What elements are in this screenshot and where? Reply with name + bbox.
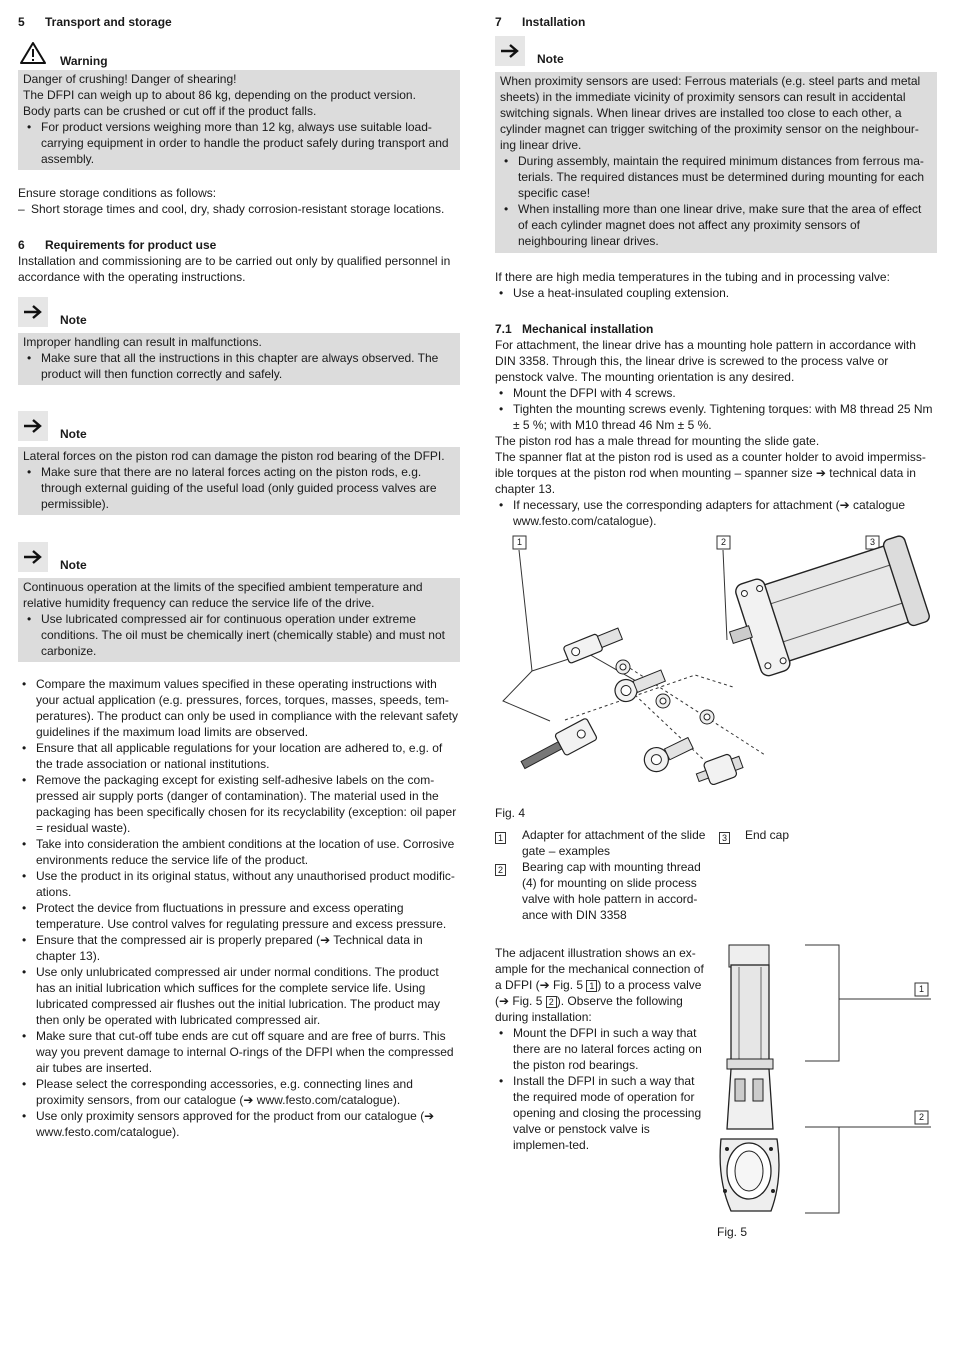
section-number: 7.1	[495, 322, 512, 336]
section-5-heading	[18, 14, 460, 30]
list-item: • Take into consideration the ambient conditions at the location of use. Corrosive environments reduce the service life of the product.	[18, 836, 460, 868]
note-label: Note	[537, 52, 564, 66]
callout-1: 1	[918, 984, 924, 994]
arrow-right-icon	[18, 297, 48, 327]
list-item: • Remove the packaging except for existing self-adhesive labels on the com-pressed air supply ports (danger of contamination). The material used in the packaging has been specifically chosen for its recyclability (exception: oil paper = residual waste).	[18, 772, 460, 836]
legend-item	[719, 827, 789, 845]
list-item: • Make sure that cut-off tube ends are cut off square and are free of burrs. This way you prevent damage to internal O-rings of the DFPI when the compressed air tubes are inserted.	[18, 1028, 460, 1076]
storage-intro: Ensure storage conditions as follows:	[18, 186, 217, 200]
list-item: • Compare the maximum values specified in these operating instructions with your actual application (e.g. pressures, forces, torques, masses, speeds, tem-peratures). The product can only be used in compliance with the relevant safety guidelines if the maximum load limits are observed.	[18, 676, 460, 740]
list-item: • Protect the device from fluctuations in pressure and excess operating temperature. Use control valves for regulating pressure and excess pressure.	[18, 900, 460, 932]
note-label: Note	[60, 427, 87, 441]
list-item: • Mount the DFPI with 4 screws.	[495, 385, 937, 401]
paragraph: For attachment, the linear drive has a mounting hole pattern in accordance with DIN 3358. Through this, the linear drive is screwed to the process valve or penstock valve. The mounting orientation is any desired.	[495, 338, 916, 384]
exploded-view-drawing	[495, 535, 937, 801]
warning-line: Body parts can be crushed or cut off if the product falls.	[23, 104, 317, 118]
note-line: Improper handling can result in malfunctions.	[23, 335, 262, 349]
fig-5-block	[495, 945, 937, 1255]
fig-4-caption: Fig. 4	[495, 806, 526, 820]
legend-ref: 3	[719, 832, 730, 844]
arrow-right-icon	[18, 542, 48, 572]
note-label: Note	[60, 558, 87, 572]
section-title: Transport and storage	[45, 15, 172, 29]
note-label: Note	[60, 313, 87, 327]
list-item: • Install the DFPI in such a way that the required mode of operation for opening and closing the processing valve or penstock valve is implemen-ted.	[495, 1073, 707, 1153]
note-header	[18, 405, 460, 441]
note-line: Continuous operation at the limits of the specified ambient temperature and relative humidity frequency can reduce the service life of the drive.	[23, 580, 423, 610]
list-item: • Ensure that the compressed air is properly prepared (➔ Technical data in chapter 13).	[18, 932, 460, 964]
list-item: • Tighten the mounting screws evenly. Tightening torques: with M8 thread 25 Nm ± 5 %; with M10 thread 46 Nm ± 5 %.	[495, 401, 937, 433]
section-title: Mechanical installation	[522, 322, 654, 336]
section-7-heading	[495, 14, 937, 30]
arrow-right-icon	[18, 411, 48, 441]
media-bullet: • Use a heat-insulated coupling extension.	[495, 285, 937, 301]
note-header	[18, 291, 460, 327]
warning-line: The DFPI can weigh up to about 86 kg, depending on the product version.	[23, 88, 416, 102]
storage-item: – Short storage times and cool, dry, shady corrosion-resistant storage locations.	[18, 201, 460, 217]
text-segment: ). Observe the following during installation:	[495, 994, 683, 1024]
paragraph: The piston rod has a male thread for mounting the slide gate.	[495, 434, 820, 448]
text-segment: ) to a process valve (➔ Fig. 5	[495, 978, 702, 1008]
warning-bullet: • For product versions weighing more than 12 kg, always use suitable load-carrying equipment in order to handle the product safely during transport and assembly.	[23, 119, 455, 167]
note-header	[495, 30, 937, 66]
note-box	[495, 72, 937, 253]
valve-assembly-drawing	[717, 939, 937, 1219]
inline-ref: 2	[546, 996, 557, 1008]
requirements-list	[18, 676, 460, 1140]
left-column	[18, 14, 460, 1140]
callout-3: 3	[869, 537, 875, 547]
list-item: • Use only unlubricated compressed air under normal conditions. The product has an initial lubrication which suffices for the complete service life. Using lubricated compressed air flushes out the initial lubrication. The product may then only be operated with lubricated compressed air.	[18, 964, 460, 1028]
paragraph: The spanner flat at the piston rod is used as a counter holder to avoid impermiss-ible torques at the piston rod when mounting – spanner size ➔ technical data in chapter 13.	[495, 450, 926, 496]
inline-ref: 1	[586, 980, 597, 992]
legend-text: End cap	[745, 828, 790, 842]
note-box	[18, 578, 460, 662]
warning-line: Danger of crushing! Danger of shearing!	[23, 72, 237, 86]
fig-4-legend	[495, 827, 937, 923]
note-bullet: • During assembly, maintain the required minimum distances from ferrous ma-terials. The required distances must be determined during mounting for each specific case!	[500, 153, 932, 201]
fig-4-illustration	[495, 535, 937, 801]
note-line: Lateral forces on the piston rod can damage the piston rod bearing of the DFPI.	[23, 449, 445, 463]
section-number: 7	[495, 15, 502, 29]
note-bullet: • Make sure that there are no lateral forces acting on the piston rods, e.g. through external guiding of the useful load (only guided process valves are permissible).	[23, 464, 455, 512]
section-7-1-heading	[495, 321, 937, 337]
callout-2: 2	[720, 537, 726, 547]
section-title: Requirements for product use	[45, 238, 217, 252]
list-item: • Ensure that all applicable regulations for your location are adhered to, e.g. of the trade association or national institutions.	[18, 740, 460, 772]
warning-header	[18, 32, 460, 68]
legend-item	[495, 827, 719, 859]
media-text: If there are high media temperatures in the tubing and in processing valve:	[495, 270, 890, 284]
list-item: • If necessary, use the corresponding adapters for attachment (➔ catalogue www.festo.com/catalogue).	[495, 497, 937, 529]
section-6-text: Installation and commissioning are to be carried out only by qualified personnel in accordance with the operating instructions.	[18, 254, 451, 284]
text-segment: The adjacent illustration shows an ex-ample for the mechanical connection of a DFPI (➔ Fig. 5	[495, 946, 704, 992]
legend-item	[495, 859, 719, 923]
legend-text: Adapter for attachment of the slide gate – examples	[522, 828, 706, 858]
list-item: • Use only proximity sensors approved for the product from our catalogue (➔ www.festo.com/catalogue).	[18, 1108, 460, 1140]
note-box	[18, 333, 460, 385]
note-bullet: • When installing more than one linear drive, make sure that the area of effect of each cylinder magnet does not affect any proximity sensors of neighbouring linear drives.	[500, 201, 932, 249]
list-item: • Mount the DFPI in such a way that there are no lateral forces acting on the piston rod bearings.	[495, 1025, 707, 1073]
fig-5-caption: Fig. 5	[717, 1225, 748, 1239]
section-6-heading	[18, 237, 460, 253]
note-bullet: • Make sure that all the instructions in this chapter are always observed. The product will then function correctly and safely.	[23, 350, 455, 382]
legend-ref: 2	[495, 864, 506, 876]
fig-5-illustration	[717, 939, 937, 1240]
fig-5-intro	[495, 945, 707, 1025]
legend-ref: 1	[495, 832, 506, 844]
list-item: • Please select the corresponding accessories, e.g. connecting lines and proximity sensors, from our catalogue (➔ www.festo.com/catalogue).	[18, 1076, 460, 1108]
note-box	[18, 447, 460, 515]
note-line: When proximity sensors are used: Ferrous materials (e.g. steel parts and metal sheets) in the immediate vicinity of proximity sensors can result in accidental switching signals. When linear drives are installed too close to each other, a cylinder magnet can trigger switching of the proximity sensor on the neighbour-ing linear drive.	[500, 74, 921, 152]
callout-1: 1	[516, 537, 522, 547]
note-header	[18, 536, 460, 572]
section-title: Installation	[522, 15, 586, 29]
warning-box	[18, 70, 460, 170]
section-number: 5	[18, 15, 25, 29]
warning-label: Warning	[60, 54, 108, 68]
note-bullet: • Use lubricated compressed air for continuous operation under extreme conditions. The oil must be chemically inert (chemically stable) and must not carbonize.	[23, 611, 455, 659]
callout-2: 2	[918, 1112, 924, 1122]
arrow-right-icon	[495, 36, 525, 66]
section-number: 6	[18, 238, 25, 252]
right-column	[495, 14, 937, 1255]
warning-triangle-icon	[18, 38, 48, 68]
list-item: • Use the product in its original status, without any unauthorised product modific-ations.	[18, 868, 460, 900]
legend-text: Bearing cap with mounting thread (4) for mounting on slide process valve with hole pattern in accord-ance with DIN 3358	[522, 860, 701, 922]
